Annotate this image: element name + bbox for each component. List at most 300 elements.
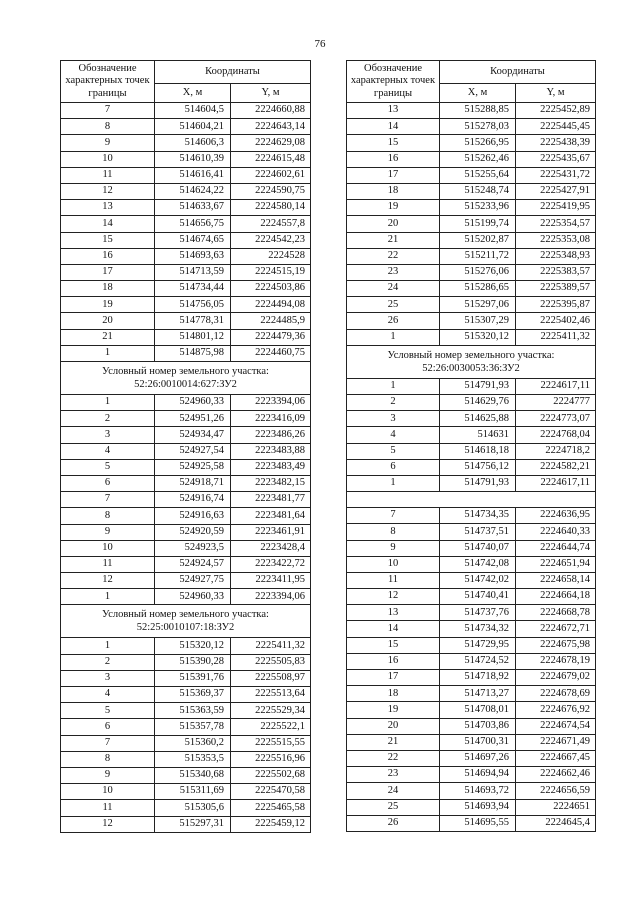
point-number: 7 (347, 508, 440, 524)
point-number: 8 (61, 119, 155, 135)
y-coordinate: 2225402,46 (516, 313, 596, 329)
table-row (347, 119, 596, 135)
x-coordinate: 515278,03 (440, 119, 516, 135)
y-coordinate: 2224640,33 (516, 524, 596, 540)
y-coordinate: 2225435,67 (516, 151, 596, 167)
x-coordinate: 515353,5 (155, 751, 231, 767)
table-row (347, 653, 596, 669)
table-row (347, 135, 596, 151)
table-row (61, 670, 311, 686)
point-number: 24 (347, 281, 440, 297)
header-y: Y, м (231, 84, 311, 103)
y-coordinate: 2224671,49 (516, 734, 596, 750)
y-coordinate: 2224515,19 (231, 264, 311, 280)
x-coordinate: 514604,5 (155, 103, 231, 119)
table-row (61, 475, 311, 491)
table-row (347, 378, 596, 394)
y-coordinate: 2224777 (516, 395, 596, 411)
y-coordinate: 2224644,74 (516, 540, 596, 556)
y-coordinate: 2223482,15 (231, 475, 311, 491)
y-coordinate: 2224660,88 (231, 103, 311, 119)
table-row (347, 718, 596, 734)
point-number: 2 (347, 395, 440, 411)
point-number: 15 (347, 637, 440, 653)
header-x: X, м (155, 84, 231, 103)
blank-row (347, 492, 596, 508)
y-coordinate: 2223428,4 (231, 540, 311, 556)
x-coordinate: 514697,26 (440, 750, 516, 766)
y-coordinate: 2225411,32 (231, 638, 311, 654)
table-row (347, 329, 596, 345)
header-designation: Обозначение характерных точек границы (347, 61, 440, 103)
x-coordinate: 514718,92 (440, 670, 516, 686)
x-coordinate: 514700,31 (440, 734, 516, 750)
y-coordinate: 2224615,48 (231, 151, 311, 167)
table-row (347, 103, 596, 119)
point-number: 1 (61, 345, 155, 361)
table-row (61, 345, 311, 361)
y-coordinate: 2224643,14 (231, 119, 311, 135)
point-number: 15 (61, 232, 155, 248)
point-number: 2 (61, 411, 155, 427)
x-coordinate: 514734,35 (440, 508, 516, 524)
parcel-section-row (61, 362, 311, 395)
parcel-title: Условный номер земельного участка: 52:26:0010014:627:ЗУ2 (61, 362, 311, 395)
point-number: 3 (61, 670, 155, 686)
x-coordinate: 514618,18 (440, 443, 516, 459)
table-row (61, 329, 311, 345)
y-coordinate: 2225354,57 (516, 216, 596, 232)
x-coordinate: 514708,01 (440, 702, 516, 718)
table-row (61, 540, 311, 556)
table-row (61, 443, 311, 459)
point-number: 10 (347, 556, 440, 572)
y-coordinate: 2224645,4 (516, 815, 596, 831)
header-y: Y, м (516, 84, 596, 103)
table-row (61, 816, 311, 832)
y-coordinate: 2224580,14 (231, 200, 311, 216)
table-row (347, 637, 596, 653)
x-coordinate: 515286,65 (440, 281, 516, 297)
table-row (347, 589, 596, 605)
table-row (61, 151, 311, 167)
table-row (347, 783, 596, 799)
y-coordinate: 2225502,68 (231, 767, 311, 783)
x-coordinate: 515255,64 (440, 167, 516, 183)
point-number: 20 (347, 216, 440, 232)
y-coordinate: 2224658,14 (516, 572, 596, 588)
x-coordinate: 524927,54 (155, 443, 231, 459)
y-coordinate: 2223486,26 (231, 427, 311, 443)
x-coordinate: 514737,76 (440, 605, 516, 621)
y-coordinate: 2224542,23 (231, 232, 311, 248)
x-coordinate: 515288,85 (440, 103, 516, 119)
table-row (61, 411, 311, 427)
table-row (347, 200, 596, 216)
table-row (347, 151, 596, 167)
y-coordinate: 2223483,49 (231, 459, 311, 475)
y-coordinate: 2224768,04 (516, 427, 596, 443)
point-number: 11 (347, 572, 440, 588)
point-number: 26 (347, 313, 440, 329)
x-coordinate: 515262,46 (440, 151, 516, 167)
table-row (61, 573, 311, 589)
table-row (61, 735, 311, 751)
x-coordinate: 515202,87 (440, 232, 516, 248)
table-row (347, 411, 596, 427)
point-number: 17 (347, 670, 440, 686)
table-row (347, 475, 596, 491)
y-coordinate: 2224674,54 (516, 718, 596, 734)
point-number: 1 (61, 638, 155, 654)
parcel-section-row (347, 345, 596, 378)
table-row (61, 119, 311, 135)
point-number: 5 (61, 703, 155, 719)
table-row (347, 556, 596, 572)
table-row (61, 687, 311, 703)
x-coordinate: 515360,2 (155, 735, 231, 751)
table-row (61, 589, 311, 605)
y-coordinate: 2223481,77 (231, 492, 311, 508)
y-coordinate: 2225431,72 (516, 167, 596, 183)
point-number: 20 (61, 313, 155, 329)
x-coordinate: 514740,41 (440, 589, 516, 605)
table-row (347, 702, 596, 718)
table-row (61, 103, 311, 119)
point-number: 9 (61, 524, 155, 540)
x-coordinate: 524925,58 (155, 459, 231, 475)
y-coordinate: 2224479,36 (231, 329, 311, 345)
table-row (61, 556, 311, 572)
point-number: 18 (61, 281, 155, 297)
table-row (347, 281, 596, 297)
point-number: 5 (61, 459, 155, 475)
y-coordinate: 2224718,2 (516, 443, 596, 459)
point-number: 4 (61, 687, 155, 703)
x-coordinate: 514742,08 (440, 556, 516, 572)
y-coordinate: 2225470,58 (231, 784, 311, 800)
x-coordinate: 515320,12 (155, 638, 231, 654)
x-coordinate: 524920,59 (155, 524, 231, 540)
x-coordinate: 514631 (440, 427, 516, 443)
x-coordinate: 514801,12 (155, 329, 231, 345)
x-coordinate: 514756,05 (155, 297, 231, 313)
y-coordinate: 2225427,91 (516, 183, 596, 199)
x-coordinate: 514616,41 (155, 167, 231, 183)
y-coordinate: 2224460,75 (231, 345, 311, 361)
x-coordinate: 514734,32 (440, 621, 516, 637)
y-coordinate: 2225465,58 (231, 800, 311, 816)
table-row (347, 395, 596, 411)
table-row (61, 654, 311, 670)
coordinates-table-left (60, 60, 311, 833)
y-coordinate: 2224617,11 (516, 475, 596, 491)
x-coordinate: 515211,72 (440, 248, 516, 264)
table-row (61, 135, 311, 151)
x-coordinate: 515233,96 (440, 200, 516, 216)
table-row (61, 248, 311, 264)
x-coordinate: 524923,5 (155, 540, 231, 556)
point-number: 13 (347, 103, 440, 119)
table-row (61, 395, 311, 411)
y-coordinate: 2224528 (231, 248, 311, 264)
header-designation: Обозначение характерных точек границы (61, 61, 155, 103)
point-number: 6 (61, 475, 155, 491)
y-coordinate: 2225411,32 (516, 329, 596, 345)
y-coordinate: 2223483,88 (231, 443, 311, 459)
y-coordinate: 2224503,86 (231, 281, 311, 297)
point-number: 15 (347, 135, 440, 151)
point-number: 7 (61, 492, 155, 508)
table-row (61, 459, 311, 475)
point-number: 5 (347, 443, 440, 459)
point-number: 2 (61, 654, 155, 670)
point-number: 25 (347, 799, 440, 815)
y-coordinate: 2223422,72 (231, 556, 311, 572)
point-number: 10 (61, 784, 155, 800)
x-coordinate: 515311,69 (155, 784, 231, 800)
point-number: 1 (347, 329, 440, 345)
x-coordinate: 515297,06 (440, 297, 516, 313)
table-row (61, 297, 311, 313)
x-coordinate: 514610,39 (155, 151, 231, 167)
header-coordinates: Координаты (155, 61, 311, 84)
point-number: 7 (61, 735, 155, 751)
x-coordinate: 514740,07 (440, 540, 516, 556)
point-number: 21 (61, 329, 155, 345)
y-coordinate: 2224678,69 (516, 686, 596, 702)
y-coordinate: 2224672,71 (516, 621, 596, 637)
x-coordinate: 514713,59 (155, 264, 231, 280)
table-row (347, 216, 596, 232)
x-coordinate: 515305,6 (155, 800, 231, 816)
point-number: 14 (61, 216, 155, 232)
table-row (347, 297, 596, 313)
y-coordinate: 2225383,57 (516, 264, 596, 280)
point-number: 6 (61, 719, 155, 735)
table-body-right (347, 103, 596, 832)
x-coordinate: 514875,98 (155, 345, 231, 361)
x-coordinate: 514778,31 (155, 313, 231, 329)
table-row (61, 703, 311, 719)
y-coordinate: 2223394,06 (231, 395, 311, 411)
y-coordinate: 2224617,11 (516, 378, 596, 394)
y-coordinate: 2225515,55 (231, 735, 311, 751)
point-number: 14 (347, 621, 440, 637)
point-number: 19 (347, 200, 440, 216)
x-coordinate: 514656,75 (155, 216, 231, 232)
point-number: 10 (61, 540, 155, 556)
point-number: 12 (61, 573, 155, 589)
point-number: 24 (347, 783, 440, 799)
x-coordinate: 514695,55 (440, 815, 516, 831)
point-number: 14 (347, 119, 440, 135)
table-row (347, 313, 596, 329)
table-row (61, 427, 311, 443)
point-number: 4 (61, 443, 155, 459)
table-row (61, 719, 311, 735)
table-row (347, 264, 596, 280)
x-coordinate: 514693,72 (440, 783, 516, 799)
x-coordinate: 514694,94 (440, 767, 516, 783)
y-coordinate: 2224557,8 (231, 216, 311, 232)
x-coordinate: 515320,12 (440, 329, 516, 345)
point-number: 21 (347, 734, 440, 750)
x-coordinate: 514693,94 (440, 799, 516, 815)
y-coordinate: 2224485,9 (231, 313, 311, 329)
point-number: 22 (347, 248, 440, 264)
table-row (61, 638, 311, 654)
point-number: 1 (347, 475, 440, 491)
point-number: 3 (61, 427, 155, 443)
x-coordinate: 515307,29 (440, 313, 516, 329)
point-number: 13 (61, 200, 155, 216)
y-coordinate: 2224676,92 (516, 702, 596, 718)
point-number: 9 (61, 767, 155, 783)
y-coordinate: 2225353,08 (516, 232, 596, 248)
x-coordinate: 515248,74 (440, 183, 516, 199)
y-coordinate: 2224667,45 (516, 750, 596, 766)
x-coordinate: 515340,68 (155, 767, 231, 783)
table-row (347, 686, 596, 702)
y-coordinate: 2225452,89 (516, 103, 596, 119)
point-number: 16 (347, 653, 440, 669)
table-row (347, 232, 596, 248)
x-coordinate: 514693,63 (155, 248, 231, 264)
x-coordinate: 514734,44 (155, 281, 231, 297)
y-coordinate: 2225389,57 (516, 281, 596, 297)
table-row (61, 508, 311, 524)
point-number: 7 (61, 103, 155, 119)
point-number: 17 (61, 264, 155, 280)
x-coordinate: 515276,06 (440, 264, 516, 280)
table-row (61, 216, 311, 232)
table-row (347, 248, 596, 264)
y-coordinate: 2223394,06 (231, 589, 311, 605)
y-coordinate: 2224494,08 (231, 297, 311, 313)
y-coordinate: 2225505,83 (231, 654, 311, 670)
x-coordinate: 514606,3 (155, 135, 231, 151)
table-row (347, 443, 596, 459)
parcel-title: Условный номер земельного участка: 52:25:0010107:18:ЗУ2 (61, 605, 311, 638)
table-row (61, 313, 311, 329)
header-x: X, м (440, 84, 516, 103)
x-coordinate: 514625,88 (440, 411, 516, 427)
point-number: 21 (347, 232, 440, 248)
point-number: 23 (347, 264, 440, 280)
point-number: 11 (61, 800, 155, 816)
y-coordinate: 2225516,96 (231, 751, 311, 767)
table-row (61, 751, 311, 767)
table-row (347, 183, 596, 199)
x-coordinate: 514791,93 (440, 378, 516, 394)
x-coordinate: 524918,71 (155, 475, 231, 491)
x-coordinate: 524924,57 (155, 556, 231, 572)
point-number: 8 (61, 751, 155, 767)
x-coordinate: 514674,65 (155, 232, 231, 248)
table-row (61, 281, 311, 297)
point-number: 1 (347, 378, 440, 394)
point-number: 6 (347, 459, 440, 475)
y-coordinate: 2224582,21 (516, 459, 596, 475)
y-coordinate: 2225522,1 (231, 719, 311, 735)
header-coordinates: Координаты (440, 61, 596, 84)
table-row (347, 427, 596, 443)
y-coordinate: 2224679,02 (516, 670, 596, 686)
point-number: 8 (61, 508, 155, 524)
table-row (347, 540, 596, 556)
x-coordinate: 524934,47 (155, 427, 231, 443)
x-coordinate: 514703,86 (440, 718, 516, 734)
table-row (347, 767, 596, 783)
point-number: 16 (347, 151, 440, 167)
y-coordinate: 2224602,61 (231, 167, 311, 183)
x-coordinate: 514742,02 (440, 572, 516, 588)
y-coordinate: 2224773,07 (516, 411, 596, 427)
y-coordinate: 2224656,59 (516, 783, 596, 799)
y-coordinate: 2225529,34 (231, 703, 311, 719)
x-coordinate: 515297,31 (155, 816, 231, 832)
point-number: 25 (347, 297, 440, 313)
y-coordinate: 2223411,95 (231, 573, 311, 589)
table-row (61, 492, 311, 508)
table-body-left (61, 103, 311, 833)
x-coordinate: 514629,76 (440, 395, 516, 411)
point-number: 11 (61, 556, 155, 572)
x-coordinate: 524960,33 (155, 589, 231, 605)
x-coordinate: 515390,28 (155, 654, 231, 670)
parcel-section-row (61, 605, 311, 638)
y-coordinate: 2223481,64 (231, 508, 311, 524)
point-number: 9 (347, 540, 440, 556)
table-row (347, 815, 596, 831)
y-coordinate: 2224664,18 (516, 589, 596, 605)
point-number: 1 (61, 589, 155, 605)
x-coordinate: 515391,76 (155, 670, 231, 686)
y-coordinate: 2224629,08 (231, 135, 311, 151)
page-number: 76 (314, 38, 326, 50)
x-coordinate: 514756,12 (440, 459, 516, 475)
x-coordinate: 514791,93 (440, 475, 516, 491)
table-row (61, 264, 311, 280)
y-coordinate: 2223416,09 (231, 411, 311, 427)
x-coordinate: 515266,95 (440, 135, 516, 151)
y-coordinate: 2225459,12 (231, 816, 311, 832)
table-row (347, 459, 596, 475)
point-number: 4 (347, 427, 440, 443)
y-coordinate: 2225348,93 (516, 248, 596, 264)
y-coordinate: 2225395,87 (516, 297, 596, 313)
x-coordinate: 514713,27 (440, 686, 516, 702)
x-coordinate: 515369,37 (155, 687, 231, 703)
table-row (347, 572, 596, 588)
table-row (61, 167, 311, 183)
y-coordinate: 2224678,19 (516, 653, 596, 669)
point-number: 26 (347, 815, 440, 831)
point-number: 11 (61, 167, 155, 183)
y-coordinate: 2225438,39 (516, 135, 596, 151)
y-coordinate: 2224662,46 (516, 767, 596, 783)
x-coordinate: 514624,22 (155, 183, 231, 199)
y-coordinate: 2225513,64 (231, 687, 311, 703)
point-number: 12 (61, 816, 155, 832)
x-coordinate: 514604,21 (155, 119, 231, 135)
x-coordinate: 524916,74 (155, 492, 231, 508)
y-coordinate: 2223461,91 (231, 524, 311, 540)
point-number: 19 (347, 702, 440, 718)
table-row (347, 621, 596, 637)
y-coordinate: 2224668,78 (516, 605, 596, 621)
